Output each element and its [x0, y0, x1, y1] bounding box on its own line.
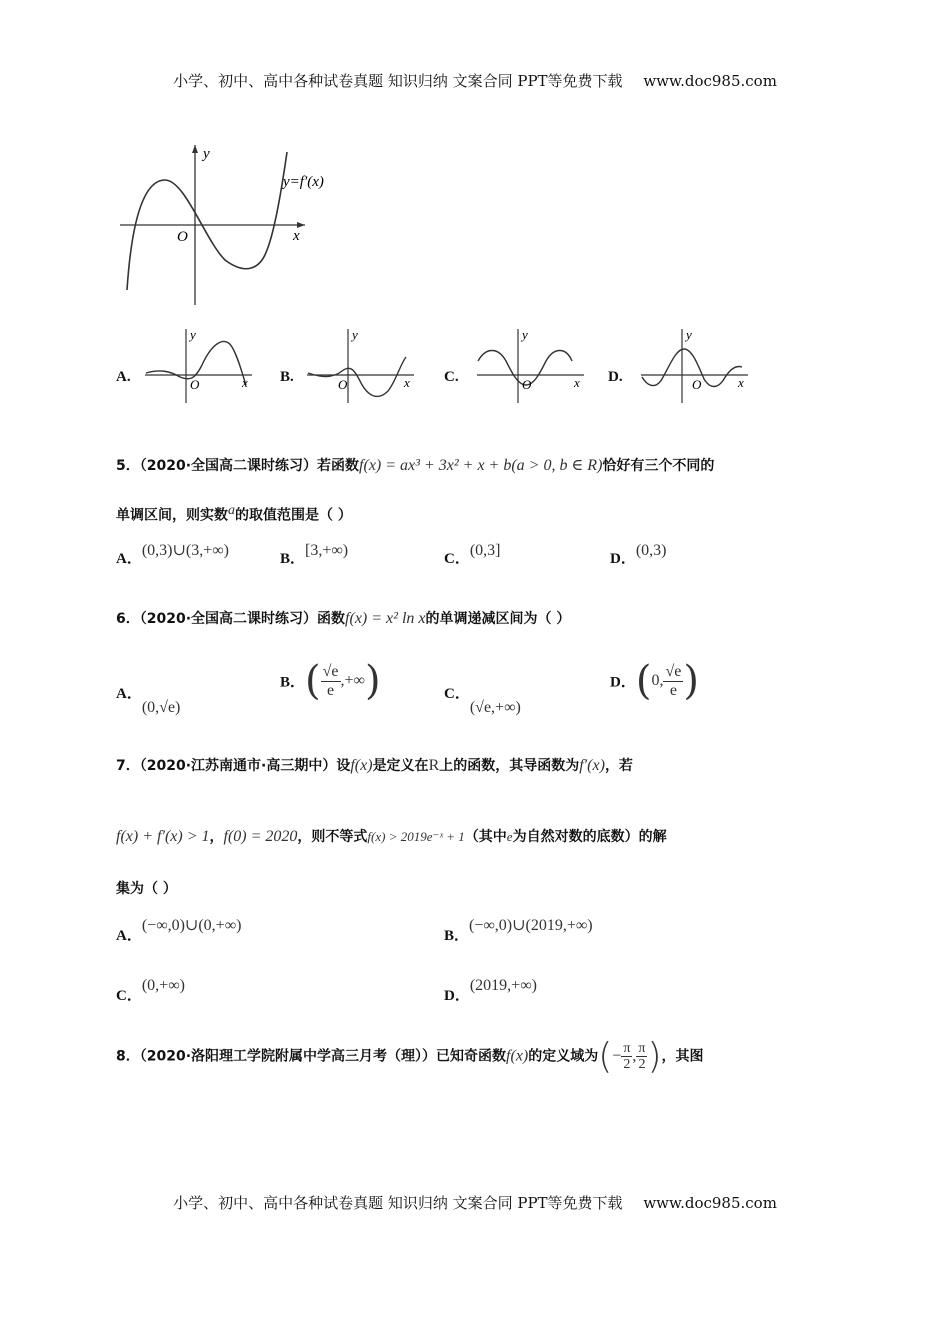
svg-text:y: y: [352, 327, 358, 342]
q6-line1: [116, 608, 570, 628]
svg-text:x: x: [242, 375, 248, 390]
q7-line3: 集为（ ）: [116, 881, 177, 897]
graph-option-b-label[interactable]: B.: [280, 369, 294, 385]
q6-option-c[interactable]: C．(√e,+∞): [444, 686, 521, 716]
graph-option-c-label[interactable]: C.: [444, 369, 459, 385]
q5-source: （2020·全国高二课时练习）若函数: [139, 458, 360, 474]
q6-option-d[interactable]: D．(0, $\frac{√e}{e}$ ): [610, 658, 699, 704]
q5-number: 5．: [116, 458, 140, 474]
q5-line2-a: 单调区间，则实数: [116, 507, 228, 524]
svg-text:x: x: [404, 375, 410, 390]
derivative-curve: [127, 152, 287, 290]
svg-text:O: O: [692, 377, 702, 392]
graph-option-d[interactable]: [636, 325, 756, 405]
graph-option-a[interactable]: [140, 325, 260, 405]
svg-text:x: x: [738, 375, 744, 390]
q5-option-a[interactable]: A．(0,3)∪(3,+∞): [116, 542, 229, 567]
q5-line2-b: 的取值范围是（ ）: [235, 507, 352, 524]
svg-text:O: O: [190, 377, 200, 392]
page-footer: [0, 1192, 950, 1213]
svg-text:y: y: [190, 327, 196, 342]
svg-text:O: O: [338, 377, 348, 392]
svg-text:y: y: [522, 327, 528, 342]
graph-option-a-label[interactable]: A.: [116, 369, 131, 385]
q7-option-b[interactable]: B．(−∞,0)∪(2019,+∞): [444, 917, 593, 944]
q6-number: 6．: [116, 611, 140, 627]
page-header: [0, 70, 950, 91]
q6-option-a[interactable]: A．(0,√e): [116, 686, 181, 716]
q6-source: （2020·全国高二课时练习）函数: [139, 611, 346, 627]
graph-option-b[interactable]: [302, 325, 422, 405]
q7-line1: 7．（2020·江苏南通市·高三期中）设f(x)是定义在R上的函数，其导函数为f′(x)，若: [116, 757, 633, 774]
q7-line2: f(x) + f′(x) > 1，f(0) = 2020，则不等式f(x) > 2019e⁻ˣ + 1（其中e为自然对数的底数）的解: [116, 828, 667, 845]
graph-option-c[interactable]: [472, 325, 592, 405]
footer-text: 小学、初中、高中各种试卷真题 知识归纳 文案合同 PPT等免费下载: [173, 1194, 623, 1212]
header-url[interactable]: www.doc985.com: [643, 72, 777, 90]
q6-formula: f(x) = x² ln x: [345, 610, 426, 627]
q5-option-b[interactable]: B．[3,+∞): [280, 542, 349, 567]
y-label: y: [203, 146, 210, 162]
svg-text:O: O: [522, 377, 532, 392]
q5-var: a: [228, 503, 235, 518]
svg-text:y: y: [686, 327, 692, 342]
q6-tail: 的单调递减区间为（ ）: [425, 611, 571, 627]
q5-line2: [116, 503, 352, 525]
q5-tail: 恰好有三个不同的: [602, 458, 715, 474]
q5-option-c[interactable]: C．(0,3]: [444, 542, 501, 567]
y-arrow: [192, 145, 198, 153]
q7-option-a[interactable]: A．(−∞,0)∪(0,+∞): [116, 917, 242, 944]
q6-option-b[interactable]: B．( $\frac{√e}{e}$ ,+∞): [280, 658, 381, 704]
q5-formula: f(x) = ax³ + 3x² + x + b(a > 0, b ∈ R): [359, 457, 603, 474]
origin-label: O: [177, 229, 188, 245]
footer-url[interactable]: www.doc985.com: [643, 1194, 777, 1212]
q5-option-d[interactable]: D．(0,3): [610, 542, 667, 567]
q7-option-c[interactable]: C．(0,+∞): [116, 977, 185, 1004]
q8-line1: 8．（2020·洛阳理工学院附属中学高三月考（理））已知奇函数f(x)的定义域为(− $\frac{\pi}{2}$ , $\frac{\pi}{2}$ )，其图: [116, 1036, 704, 1077]
graph-option-d-label[interactable]: D.: [608, 369, 623, 385]
x-label: x: [293, 228, 300, 244]
q7-option-d[interactable]: D．(2019,+∞): [444, 977, 537, 1004]
header-text: 小学、初中、高中各种试卷真题 知识归纳 文案合同 PPT等免费下载: [173, 72, 623, 90]
derivative-graph: [115, 140, 345, 310]
q5-line1: [116, 455, 714, 475]
curve-label: y=f′(x): [283, 174, 324, 190]
svg-text:x: x: [574, 375, 580, 390]
